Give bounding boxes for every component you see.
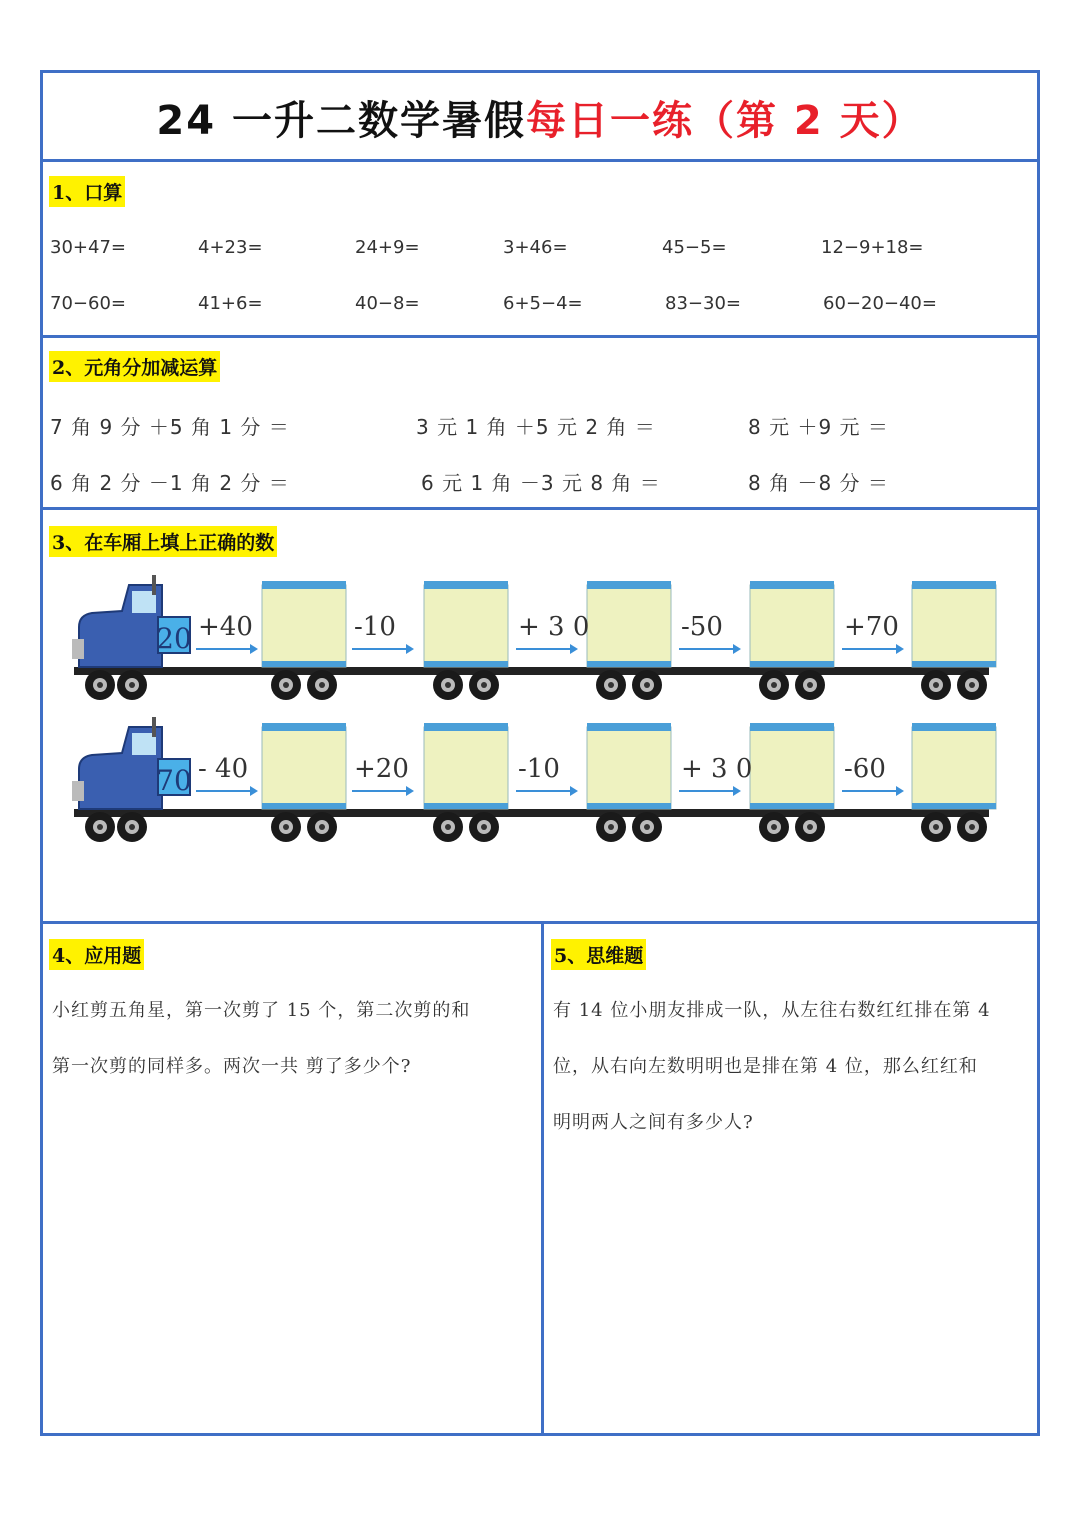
car-box <box>262 585 346 667</box>
calc-item: 83−30= <box>665 293 741 314</box>
train-1 <box>72 575 996 700</box>
car-roof <box>750 581 834 589</box>
wheel-center <box>97 682 103 688</box>
car-roof <box>587 723 671 731</box>
calc-item: 24+9= <box>355 237 420 258</box>
calc-item: 70−60= <box>50 293 126 314</box>
start-number: 20 <box>156 622 192 655</box>
car-box <box>262 727 346 809</box>
exhaust-pipe <box>152 575 156 595</box>
operation-label: -10 <box>518 754 560 784</box>
car-box <box>912 585 996 667</box>
page-title <box>43 73 1037 161</box>
wheel-center <box>319 824 325 830</box>
wheel-center <box>933 824 939 830</box>
car-roof <box>262 723 346 731</box>
wheel-center <box>608 824 614 830</box>
problem4-line: 小红剪五角星，第一次剪了 15 个，第二次剪的和 <box>52 1000 471 1021</box>
car-box <box>424 727 508 809</box>
wheel-center <box>969 824 975 830</box>
money-item: 7 角 9 分 ＋5 角 1 分 ＝ <box>50 415 290 439</box>
problem5-line: 有 14 位小朋友排成一队，从左往右数红红排在第 4 <box>553 1000 991 1021</box>
money-item: 6 元 1 角 －3 元 8 角 ＝ <box>421 471 661 495</box>
car-base <box>424 661 508 667</box>
wheel-center <box>445 824 451 830</box>
wheel-center <box>481 682 487 688</box>
wheel-center <box>445 682 451 688</box>
car-box <box>912 727 996 809</box>
operation-label: +40 <box>198 612 253 642</box>
calc-item: 6+5−4= <box>503 293 583 314</box>
operation-label: +70 <box>844 612 899 642</box>
money-item: 6 角 2 分 －1 角 2 分 ＝ <box>50 471 290 495</box>
car-box <box>750 585 834 667</box>
wheel-center <box>771 682 777 688</box>
chassis <box>74 667 989 675</box>
wheel-center <box>644 824 650 830</box>
calc-item: 3+46= <box>503 237 568 258</box>
calc-item: 45−5= <box>662 237 727 258</box>
problem5-text <box>553 983 1038 1151</box>
operation-label: - 40 <box>198 754 249 784</box>
car-box <box>587 585 671 667</box>
car-base <box>587 661 671 667</box>
arrow-head <box>733 644 741 654</box>
operation-label: + 3 0 <box>681 754 753 784</box>
start-number: 70 <box>156 764 192 797</box>
car-roof <box>424 581 508 589</box>
calc-item: 4+23= <box>198 237 263 258</box>
arrow-head <box>896 644 904 654</box>
wheel-center <box>129 824 135 830</box>
wheel-center <box>319 682 325 688</box>
section3-heading: 3、在车厢上填上正确的数 <box>49 526 277 557</box>
wheel-center <box>481 824 487 830</box>
section5-heading: 5、思维题 <box>551 939 646 970</box>
money-item: 8 角 －8 分 ＝ <box>748 471 889 495</box>
car-base <box>750 803 834 809</box>
bumper <box>72 781 84 801</box>
calc-item: 40−8= <box>355 293 420 314</box>
car-base <box>262 661 346 667</box>
money-item: 3 元 1 角 ＋5 元 2 角 ＝ <box>416 415 656 439</box>
operation-label: -10 <box>354 612 396 642</box>
column-divider <box>541 923 544 1433</box>
section2-heading: 2、元角分加减运算 <box>49 351 220 382</box>
exhaust-pipe <box>152 717 156 737</box>
car-box <box>424 585 508 667</box>
arrow-head <box>733 786 741 796</box>
divider <box>43 159 1037 162</box>
car-roof <box>912 723 996 731</box>
train-2 <box>72 717 996 842</box>
money-item: 8 元 ＋9 元 ＝ <box>748 415 889 439</box>
wheel-center <box>283 682 289 688</box>
arrow-head <box>250 644 258 654</box>
wheel-center <box>933 682 939 688</box>
arrow-head <box>406 644 414 654</box>
operation-label: +20 <box>354 754 409 784</box>
arrow-head <box>570 644 578 654</box>
car-base <box>912 661 996 667</box>
car-roof <box>587 581 671 589</box>
car-base <box>750 661 834 667</box>
arrow-head <box>570 786 578 796</box>
operation-label: -50 <box>681 612 723 642</box>
wheel-center <box>644 682 650 688</box>
car-base <box>424 803 508 809</box>
car-roof <box>424 723 508 731</box>
divider <box>43 335 1037 338</box>
wheel-center <box>771 824 777 830</box>
divider <box>43 921 1037 924</box>
problem4-text <box>52 983 537 1095</box>
car-base <box>912 803 996 809</box>
car-base <box>262 803 346 809</box>
problem4-line: 第一次剪的同样多。两次一共 剪了多少个? <box>52 1056 412 1077</box>
wheel-center <box>608 682 614 688</box>
operation-label: -60 <box>844 754 886 784</box>
car-box <box>587 727 671 809</box>
trains-illustration <box>34 505 1004 855</box>
car-box <box>750 727 834 809</box>
wheel-center <box>129 682 135 688</box>
section1-heading: 1、口算 <box>49 176 125 207</box>
car-roof <box>912 581 996 589</box>
car-base <box>587 803 671 809</box>
problem5-line: 位，从右向左数明明也是排在第 4 位，那么红红和 <box>553 1056 978 1077</box>
wheel-center <box>283 824 289 830</box>
calc-item: 60−20−40= <box>823 293 937 314</box>
bumper <box>72 639 84 659</box>
wheel-center <box>807 682 813 688</box>
arrow-head <box>406 786 414 796</box>
car-roof <box>262 581 346 589</box>
wheel-center <box>807 824 813 830</box>
title-black: 24 一升二数学暑假 <box>156 97 526 144</box>
calc-item: 12−9+18= <box>821 237 924 258</box>
wheel-center <box>969 682 975 688</box>
calc-item: 41+6= <box>198 293 263 314</box>
car-roof <box>750 723 834 731</box>
arrow-head <box>250 786 258 796</box>
title-red: 每日一练（第 2 天） <box>525 97 924 144</box>
arrow-head <box>896 786 904 796</box>
wheel-center <box>97 824 103 830</box>
chassis <box>74 809 989 817</box>
section4-heading: 4、应用题 <box>49 939 144 970</box>
operation-label: + 3 0 <box>518 612 590 642</box>
calc-item: 30+47= <box>50 237 126 258</box>
problem5-line: 明明两人之间有多少人? <box>553 1112 754 1133</box>
